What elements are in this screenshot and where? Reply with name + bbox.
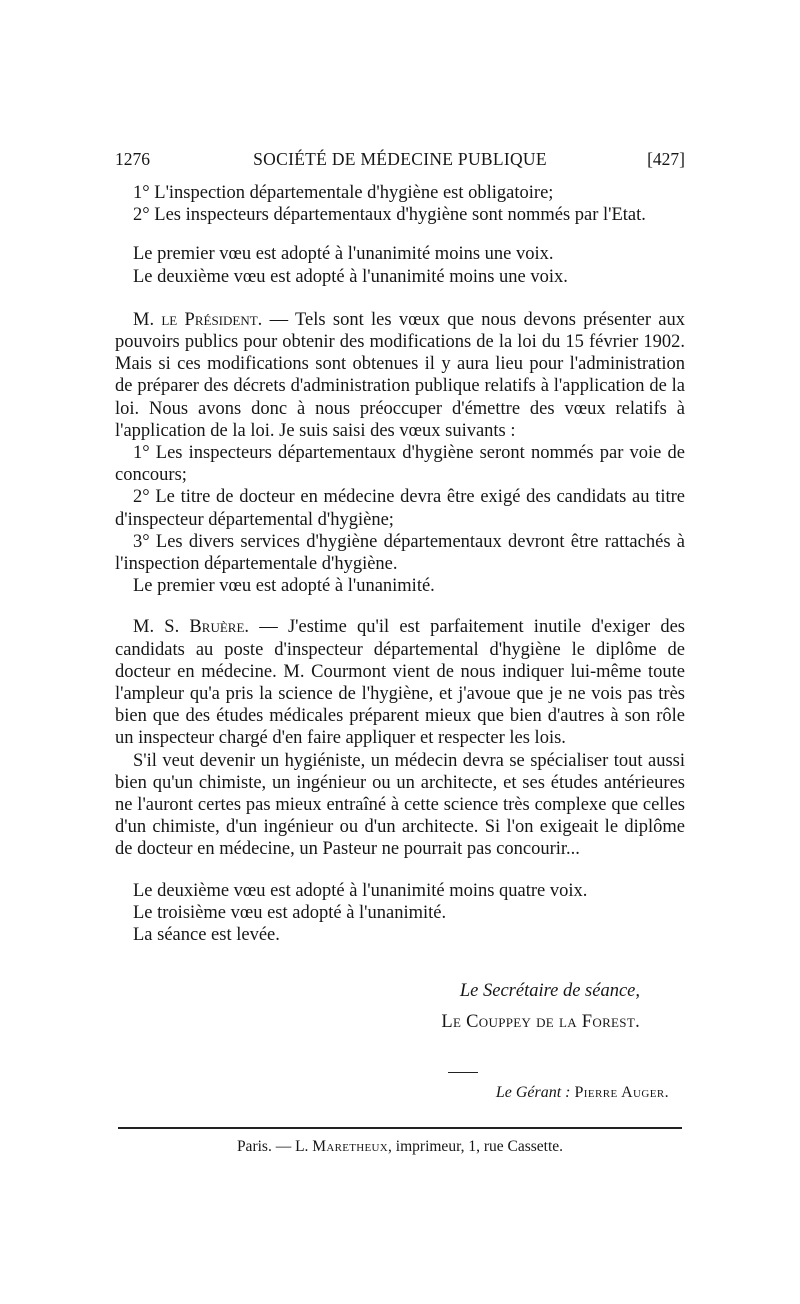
speaker-bruere: M. S. Bruère. — [133, 617, 250, 638]
running-head — [115, 148, 685, 172]
list-item-2: 2° Les inspecteurs départementaux d'hygiène sont nommés par l'Etat. — [133, 205, 646, 226]
bruere-paragraph-1 — [115, 616, 685, 749]
bracket-page-number: [427] — [647, 149, 685, 169]
imprint-printer: Maretheux — [312, 1138, 389, 1155]
list-item-1: 1° L'inspection départementale d'hygiène est obligatoire; — [133, 183, 554, 203]
vote-result-2: Le deuxième vœu est adopté à l'unanimité moins une voix. — [133, 266, 568, 287]
session-closed: La séance est levée. — [133, 925, 280, 946]
vote-result-1: Le premier vœu est adopté à l'unanimité moins une voix. — [133, 244, 554, 265]
short-divider — [448, 1072, 478, 1073]
wish-item-3: 3° Les divers services d'hygiène départementaux devront être rattachés à l'inspection départementale d'hygiène. — [115, 531, 685, 575]
manager-name: Pierre Auger. — [574, 1084, 669, 1101]
secretary-role: Le Secrétaire de séance, — [459, 981, 640, 1001]
imprint-address: , imprimeur, 1, rue Cassette. — [388, 1138, 564, 1155]
manager-line — [115, 1082, 685, 1104]
printer-imprint — [115, 1136, 685, 1158]
journal-title: SOCIÉTÉ DE MÉDECINE PUBLIQUE — [253, 149, 547, 169]
speaker-president: M. le Président. — [133, 309, 263, 330]
bruere-paragraph-2: S'il veut devenir un hygiéniste, un médecin devra se spécialiser tout aussi bien qu'un chimiste, un ingénieur ou un architecte, et ses études antérieures ne l'auront certes pas mieux entraîné à cette science très complexe que celles d'un chimiste, d'un ingénieur ou d'un architecte. Si l'on exigeait le diplôme de docteur en médecine, un Pasteur ne pourrait pas concourir... — [115, 750, 685, 860]
bruere-speech-1: — J'estime qu'il est parfaitement inutile d'exiger des candidats au poste d'inspecteur départemental d'hygiène le diplôme de docteur en médecine. M. Courmont vient de nous indiquer lui-même toute l'ampleur qu'a pris la science de l'hygiène, et j'avoue que je ne vois pas très bien que des études médicales préparent mieux que bien d'autres à son rôle un inspecteur chargé d'en faire appliquer et respecter les lois. — [115, 617, 685, 749]
vote-result-3: Le premier vœu est adopté à l'unanimité. — [133, 576, 435, 597]
wish-item-1: 1° Les inspecteurs départementaux d'hygiène seront nommés par voie de concours; — [115, 443, 685, 486]
footer-divider — [118, 1127, 682, 1129]
manager-label: Le Gérant : — [495, 1084, 571, 1101]
wish-item-2: 2° Le titre de docteur en médecine devra être exigé des candidats au titre d'inspecteur départemental d'hygiène; — [115, 487, 685, 530]
president-speech: — Tels sont les vœux que nous devons présenter aux pouvoirs publics pour obtenir des modifications de la loi du 15 février 1902. Mais si ces modifications sont obtenues il y aura lieu pour l'administration de préparer des décrets d'administration publique relatifs à l'application de la loi. Nous avons donc à nous préoccuper d'émettre des vœux relatifs à l'application de la loi. Je suis saisi des vœux suivants : — [115, 309, 685, 441]
body-text — [115, 182, 685, 946]
imprint-city: Paris. — L. — [236, 1138, 313, 1155]
secretary-name: Le Couppey de la Forest. — [441, 1012, 640, 1032]
page-number: 1276 — [115, 149, 150, 169]
vote-result-4: Le deuxième vœu est adopté à l'unanimité moins quatre voix. — [133, 880, 588, 901]
vote-result-5: Le troisième vœu est adopté à l'unanimité. — [133, 902, 447, 923]
president-paragraph — [115, 309, 685, 442]
